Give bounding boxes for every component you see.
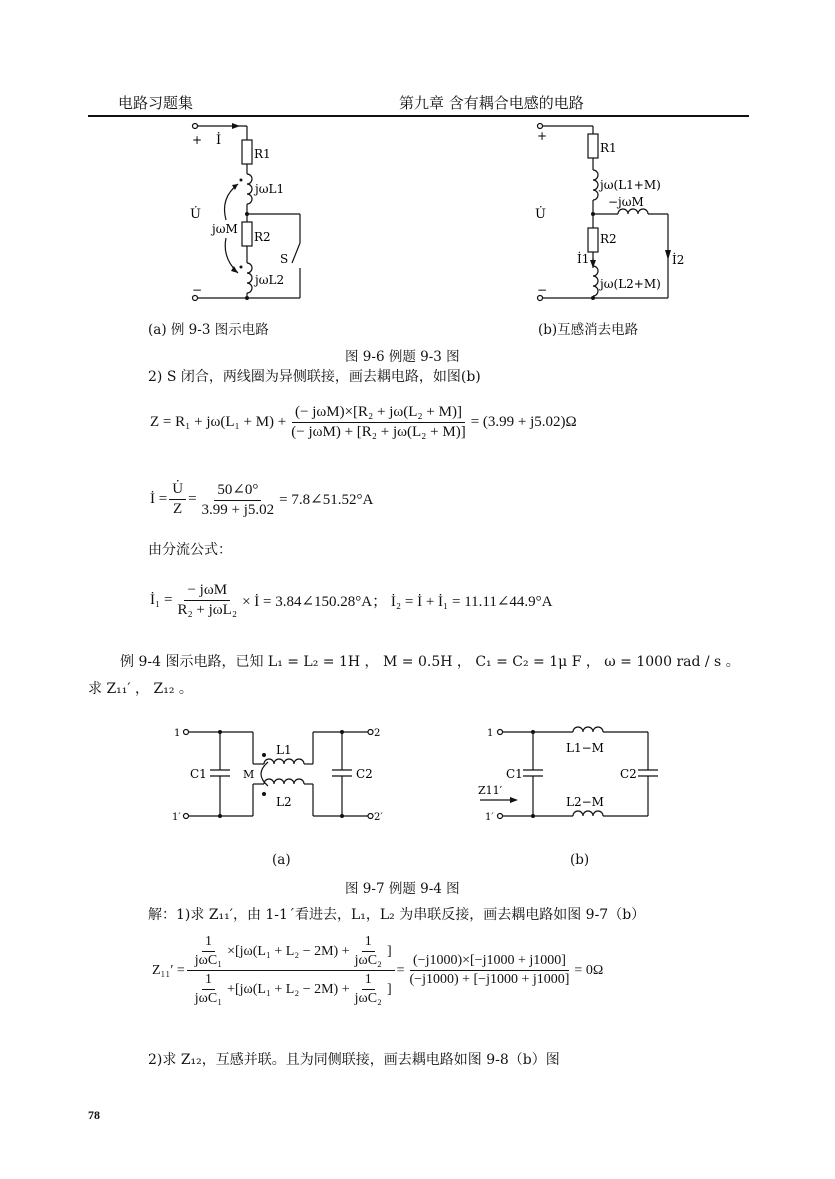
equation-z11 — [152, 934, 603, 1007]
z11-num-frac-b — [352, 934, 385, 969]
z11-lhs: Z₁₁′ = — [152, 962, 185, 978]
plus-sign: + — [192, 133, 203, 147]
equation-i1 — [150, 582, 553, 619]
z11-den-mid: +[jω(L₁ + L₂ − 2M) + — [227, 981, 350, 997]
z11-num-close: ] — [386, 943, 392, 959]
z11-den-frac-b-bottom: jωC₂ — [354, 991, 382, 1006]
l2m-label: jω(L2+M) — [600, 277, 661, 291]
l1-label: jωL1 — [255, 182, 285, 196]
voltage-label: U̇ — [190, 207, 201, 222]
figure-9-6a-circuit — [180, 118, 320, 306]
node-1-label: 1 — [174, 728, 181, 739]
eq-i-rhs: = 7.8∠51.52°A — [279, 492, 374, 508]
eq-i1-lhs: İ₁ = — [150, 592, 173, 608]
c1-label: C1 — [190, 767, 207, 781]
figure-9-6b-caption: (b)互感消去电路 — [538, 322, 639, 338]
z11-num-frac-a-top: 1 — [202, 934, 215, 952]
c2-label: C2 — [620, 767, 637, 781]
z11-den-frac-a-top: 1 — [202, 972, 215, 990]
l1-label: L1 — [276, 743, 292, 757]
eq-z-lhs: Z = R₁ + jω(L₁ + M) + — [150, 414, 287, 430]
eq-z-rhs: = (3.99 + j5.02)Ω — [470, 414, 577, 430]
r1-label: R1 — [600, 141, 617, 155]
c1-label: C1 — [506, 767, 523, 781]
i1-label: İ1 — [577, 252, 590, 266]
z11-den-frac-a — [192, 972, 225, 1007]
mutual-label: jωM — [212, 222, 238, 236]
voltage-label: U̇ — [535, 207, 546, 222]
current-label: İ — [216, 133, 222, 148]
z11-num-frac-a-bottom: jωC₁ — [194, 953, 223, 968]
eq-i-fraction-2 — [199, 480, 278, 519]
z11-num-mid: ×[jω(L₁ + L₂ − 2M) + — [227, 943, 350, 959]
mutual-label: M — [243, 768, 255, 781]
z11-den-close: ] — [386, 981, 392, 997]
equation-current — [150, 480, 373, 519]
example-9-4-text: 例 9-4 图示电路，已知 L₁ = L₂ = 1H ， M = 0.5H ， C₁ = C₂ = 1μ F ， ω = 1000 rad / s 。 — [120, 654, 740, 670]
equation-z — [150, 404, 577, 441]
minus-sign: − — [537, 283, 548, 297]
z11-den-frac-b — [352, 972, 385, 1007]
eq-i1-rhs: × İ = 3.84∠150.28°A； İ₂ = İ + İ₁ = 11.11∠44.9°A — [242, 594, 553, 610]
figure-9-6-title: 图 9-6 例题 9-3 图 — [345, 349, 460, 365]
z11-label: Z11′ — [478, 784, 503, 797]
eq-i1-denominator: R₂ + jωL₂ — [177, 602, 238, 618]
z11-big-fraction — [187, 934, 395, 1007]
eq-i-lhs: İ = — [150, 491, 168, 507]
figure-9-7b-circuit — [478, 722, 668, 826]
r1-label: R1 — [254, 147, 271, 161]
c2-label: C2 — [356, 767, 373, 781]
neg-m-label: −jωM — [608, 195, 644, 209]
minus-sign: − — [192, 283, 203, 297]
solution-line-1: 解：1)求 Z₁₁′，由 1-1´看进去，L₁，L₂ 为串联反接，画去耦电路如图 9-7（b） — [148, 907, 646, 923]
z11-num-frac-b-top: 1 — [362, 934, 375, 952]
eq-z-denominator: (− jωM) + [R₂ + jω(L₂ + M)] — [291, 424, 466, 440]
figure-9-7a-circuit — [168, 722, 388, 826]
l2-label: jωL2 — [255, 273, 285, 287]
eq-z-numerator: (− jωM)×[R₂ + jω(L₂ + M)] — [292, 404, 465, 423]
figure-9-7a-caption: (a) — [272, 852, 291, 868]
z11-rhs-fraction — [407, 953, 573, 988]
node-1p-label: 1′ — [485, 812, 494, 823]
eq-i-den-1: Z — [173, 501, 183, 517]
z11-den-frac-a-bottom: jωC₁ — [194, 991, 223, 1006]
figure-9-7-title: 图 9-7 例题 9-4 图 — [345, 881, 460, 897]
l2-label: L2 — [276, 795, 292, 809]
switch-label: S — [280, 252, 289, 266]
eq-i-num-1: U̇ — [169, 481, 186, 500]
node-1-label: 1 — [487, 728, 494, 739]
figure-9-7b-caption: (b) — [570, 852, 590, 868]
r2-label: R2 — [254, 230, 271, 244]
figure-9-6a-caption: (a) 例 9-3 图示电路 — [148, 322, 269, 338]
eq-i1-numerator: − jωM — [184, 582, 230, 601]
z11-big-denominator — [187, 971, 395, 1007]
figure-9-6b-circuit — [528, 118, 698, 306]
node-1p-label: 1′ — [172, 812, 181, 823]
z11-big-numerator — [187, 934, 395, 971]
i2-label: İ2 — [672, 253, 685, 267]
question-text: 求 Z₁₁′ ， Z₁₂ 。 — [88, 681, 193, 697]
l1m-label: L1−M — [566, 741, 604, 755]
solution-line-2: 2)求 Z₁₂，互感并联。且为同侧联接，画去耦电路如图 9-8（b）图 — [148, 1052, 560, 1068]
eq-i1-fraction — [174, 582, 240, 619]
eq-i-den-2: 3.99 + j5.02 — [201, 502, 275, 518]
eq-i-equals: = — [188, 491, 197, 507]
eq-z-fraction — [288, 404, 468, 441]
current-divider-text: 由分流公式： — [148, 542, 232, 558]
header-rule — [88, 115, 749, 117]
l2m-label: L2−M — [566, 795, 604, 809]
page-number: 78 — [88, 1108, 100, 1122]
header-book-title: 电路习题集 — [118, 94, 194, 112]
step-2-text: 2) S 闭合，两线圈为异侧联接，画去耦电路，如图(b) — [148, 369, 481, 385]
z11-equals: = — [396, 962, 405, 978]
z11-num-frac-a — [192, 934, 225, 969]
z11-rhs-numerator: (−j1000)×[−j1000 + j1000] — [410, 953, 569, 971]
z11-den-frac-b-top: 1 — [362, 972, 375, 990]
plus-sign: + — [537, 129, 548, 143]
eq-i-num-2: 50∠0° — [214, 480, 261, 501]
z11-num-frac-b-bottom: jωC₂ — [354, 953, 382, 968]
l1m-label: jω(L1+M) — [600, 178, 661, 192]
r2-label: R2 — [600, 232, 617, 246]
node-2p-label: 2′ — [374, 812, 383, 823]
z11-result: = 0Ω — [574, 962, 604, 978]
eq-i-fraction-1 — [169, 481, 186, 518]
z11-rhs-denominator: (−j1000) + [−j1000 + j1000] — [409, 972, 570, 987]
header-chapter-title: 第九章 含有耦合电感的电路 — [399, 94, 584, 112]
node-2-label: 2 — [374, 728, 381, 739]
